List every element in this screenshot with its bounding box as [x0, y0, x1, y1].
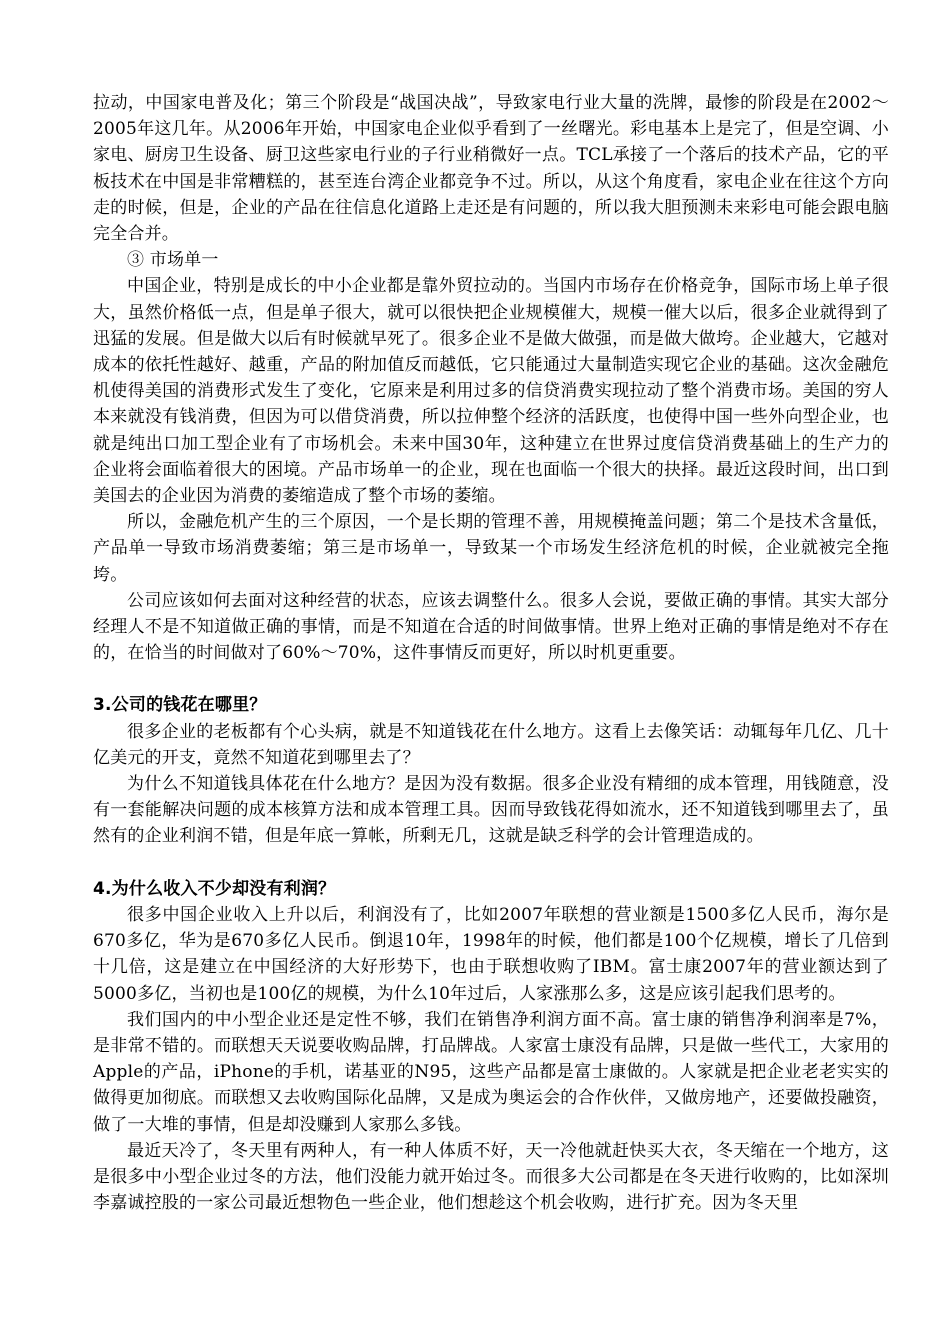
section-heading-where-money-goes: 3.公司的钱花在哪里？: [93, 695, 267, 716]
paragraph-revenue-growth: 很多中国企业收入上升以后，利润没有了，比如2007年联想的营业额是1500多亿人民币，海尔是670多亿，华为是670多亿人民币。倒退10年，1998年的时候，他们都是100个亿规模，增长了几倍到十几倍，这是建立在中国经济的大好形势下，也由于联想收购了IBM。富士康2007年的营业额达到了5000多亿，当初也是100亿的规模，为什么10年过后，人家涨那么多，这是应该引起我们思考的。: [93, 904, 889, 1004]
paragraph-boss-worry: 很多企业的老板都有个心头病，就是不知道钱花在什么地方。这看上去像笑话：动辄每年几亿、几十亿美元的开支，竟然不知道花到哪里去了？: [93, 721, 889, 768]
section-spacer: [93, 666, 889, 692]
paragraph-home-appliance: 拉动，中国家电普及化；第三个阶段是“战国决战”，导致家电行业大量的洗牌，最惨的阶段是在2002～2005年这几年。从2006年开始，中国家电企业似乎看到了一丝曙光。彩电基本上是完了，但是空调、小家电、厨房卫生设备、厨卫这些家电行业的子行业稍微好一点。TCL承接了一个落后的技术产品，它的平板技术在中国是非常糟糕的，甚至连台湾企业都竞争不过。所以，从这个角度看，家电企业在往这个方向走的时候，但是，企业的产品在往信息化道路上走还是有问题的，所以我大胆预测未来彩电可能会跟电脑完全合并。: [93, 93, 889, 245]
subheading-single-market: ③ 市场单一: [127, 250, 219, 271]
document-page: [93, 90, 889, 1216]
paragraph-winter: 最近天冷了，冬天里有两种人，有一种人体质不好，天一冷他就赶快买大衣，冬天缩在一个地方，这是很多中小型企业过冬的方法，他们没能力就开始过冬。而很多大公司都是在冬天进行收购的，比如深圳李嘉诚控股的一家公司最近想物色一些企业，他们想趁这个机会收购，进行扩充。因为冬天里: [93, 1140, 889, 1214]
paragraph-timing: 公司应该如何去面对这种经营的状态，应该去调整什么。很多人会说，要做正确的事情。其实大部分经理人不是不知道做正确的事情，而是不知道在合适的时间做事情。世界上绝对正确的事情是绝对不存在的，在恰当的时间做对了60%～70%，这件事情反而更好，所以时机更重要。: [93, 590, 889, 664]
paragraph-foreign-trade: 中国企业，特别是成长的中小企业都是靠外贸拉动的。当国内市场存在价格竞争，国际市场上单子很大，虽然价格低一点，但是单子很大，就可以很快把企业规模催大，规模一催大以后，很多企业就得到了迅猛的发展。但是做大以后有时候就早死了。很多企业不是做大做强，而是做大做垮。企业越大，它越对成本的依托性越好、越重，产品的附加值反而越低，它只能通过大量制造实现它企业的基础。这次金融危机使得美国的消费形式发生了变化，它原来是利用过多的信贷消费实现拉动了整个消费市场。美国的穷人本来就没有钱消费，但因为可以借贷消费，所以拉伸整个经济的活跃度，也使得中国一些外向型企业，也就是纯出口加工型企业有了市场机会。未来中国30年，这种建立在世界过度信贷消费基础上的生产力的企业将会面临着很大的困境。产品市场单一的企业，现在也面临一个很大的抉择。最近这段时间，出口到美国去的企业因为消费的萎缩造成了整个市场的萎缩。: [93, 276, 889, 507]
paragraph-three-causes: 所以，金融危机产生的三个原因，一个是长期的管理不善，用规模掩盖问题；第二个是技术含量低，产品单一导致市场消费萎缩；第三是市场单一，导致某一个市场发生经济危机的时候，企业就被完全拖垮。: [93, 512, 889, 585]
paragraph-net-profit: 我们国内的中小型企业还是定性不够，我们在销售净利润方面不高。富士康的销售净利润率是7%，是非常不错的。而联想天天说要收购品牌，打品牌战。人家富士康没有品牌，只是做一些代工，大家用的Apple的产品，iPhone的手机，诺基亚的N95，这些产品都是富士康做的。人家就是把企业老老实实的做得更加彻底。而联想又去收购国际化品牌，又是成为奥运会的合作伙伴，又做房地产，还要做投融资，做了一大堆的事情，但是却没赚到人家那么多钱。: [93, 1009, 889, 1135]
section-heading-no-profit: 4.为什么收入不少却没有利润？: [93, 878, 336, 899]
section-spacer: [93, 850, 889, 876]
paragraph-no-data: 为什么不知道钱具体花在什么地方？是因为没有数据。很多企业没有精细的成本管理，用钱随意，没有一套能解决问题的成本核算方法和成本管理工具。因而导致钱花得如流水，还不知道钱到哪里去了，虽然有的企业利润不错，但是年底一算帐，所剩无几，这就是缺乏科学的会计管理造成的。: [93, 774, 889, 847]
